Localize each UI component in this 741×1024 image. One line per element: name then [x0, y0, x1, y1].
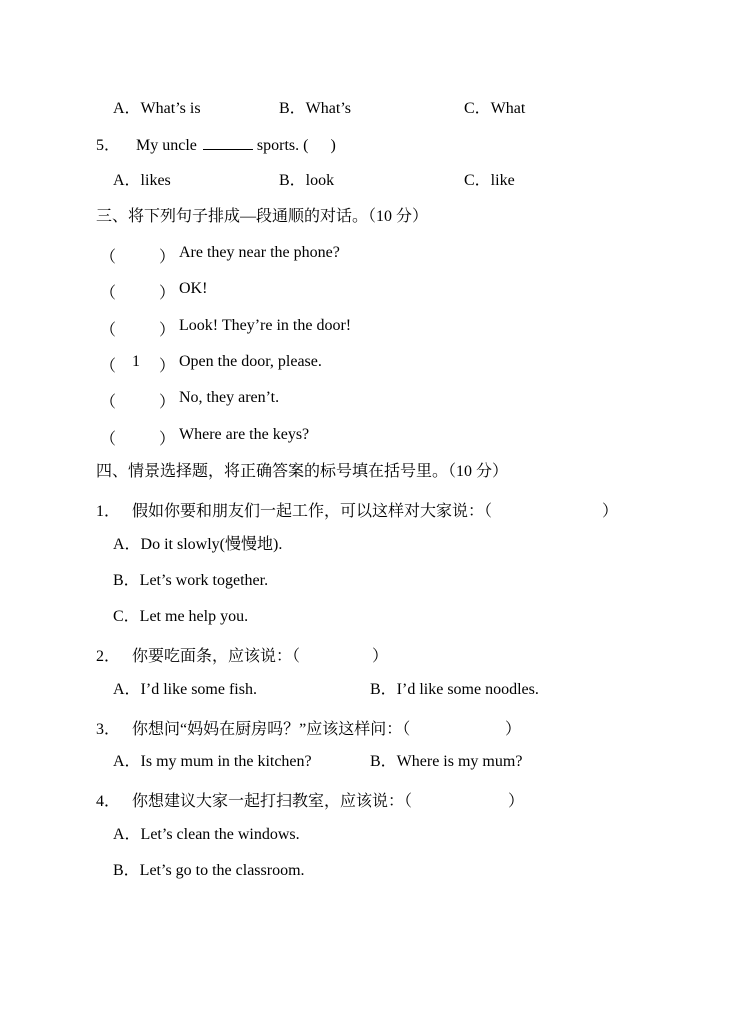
q1-option-b: B．Let’s work together.	[113, 572, 269, 589]
q4-option-c: C．What	[464, 100, 526, 117]
paren-close: ）	[602, 503, 619, 520]
paren-open: （	[100, 322, 117, 339]
paren-close: ）	[159, 249, 176, 266]
question-number: 1．	[96, 503, 121, 520]
dialogue-sentence: OK!	[179, 280, 208, 297]
q4-option-b: B．What’s	[279, 100, 351, 117]
answer-slot[interactable]: 1	[132, 353, 140, 370]
paren-open: （	[100, 285, 117, 302]
question-number: 4．	[96, 793, 121, 810]
question-5	[96, 135, 336, 156]
dialogue-sentence: Are they near the phone?	[179, 244, 340, 261]
q5-option-c: C．like	[464, 172, 515, 189]
paren-open: （	[100, 394, 117, 411]
question-text-after: sports. (	[256, 137, 309, 154]
question-number: 5．	[96, 137, 121, 154]
question-text: 你想建议大家一起打扫教室，应该说：（	[132, 793, 413, 810]
q3-option-a: A．Is my mum in the kitchen?	[113, 753, 312, 770]
dialogue-sentence: Look! They’re in the door!	[179, 317, 352, 334]
paren-close: ）	[159, 431, 176, 448]
paren-close: ）	[372, 648, 389, 665]
paren-open: （	[100, 249, 117, 266]
dialogue-sentence: Open the door, please.	[179, 353, 322, 370]
answer-blank[interactable]	[203, 135, 253, 150]
q3-option-b: B．Where is my mum?	[370, 753, 523, 770]
paren-open: （	[100, 431, 117, 448]
question-text-before: My uncle	[136, 137, 197, 154]
q1-option-a: A．Do it slowly(慢慢地).	[113, 536, 283, 553]
section-4-title: 四、情景选择题，将正确答案的标号填在括号里。（10 分）	[96, 463, 509, 480]
q2-option-a: A．I’d like some fish.	[113, 681, 257, 698]
question-text: 你要吃面条，应该说：（	[132, 648, 301, 665]
q5-option-b: B．look	[279, 172, 335, 189]
paren-close: ）	[159, 285, 176, 302]
question-text: 你想问“妈妈在厨房吗？”应该这样问：（	[132, 721, 411, 738]
paren-open: （	[100, 358, 117, 375]
q4-option-a: A．Let’s clean the windows.	[113, 826, 300, 843]
question-number: 2．	[96, 648, 121, 665]
paren-close: ）	[505, 721, 522, 738]
dialogue-sentence: No, they aren’t.	[179, 389, 280, 406]
dialogue-sentence: Where are the keys?	[179, 426, 310, 443]
q2-option-b: B．I’d like some noodles.	[370, 681, 539, 698]
q4-option-a: A．What’s is	[113, 100, 201, 117]
question-number: 3．	[96, 721, 121, 738]
paren-close: ）	[508, 793, 525, 810]
paren-close: ）	[159, 358, 176, 375]
q4-option-b: B．Let’s go to the classroom.	[113, 862, 305, 879]
q1-option-c: C．Let me help you.	[113, 608, 249, 625]
section-3-title: 三、将下列句子排成—段通顺的对话。（10 分）	[96, 208, 429, 225]
q5-option-a: A．likes	[113, 172, 171, 189]
paren-close: )	[330, 137, 336, 154]
paren-close: ）	[159, 322, 176, 339]
question-text: 假如你要和朋友们一起工作，可以这样对大家说：（	[132, 503, 493, 520]
paren-close: ）	[159, 394, 176, 411]
